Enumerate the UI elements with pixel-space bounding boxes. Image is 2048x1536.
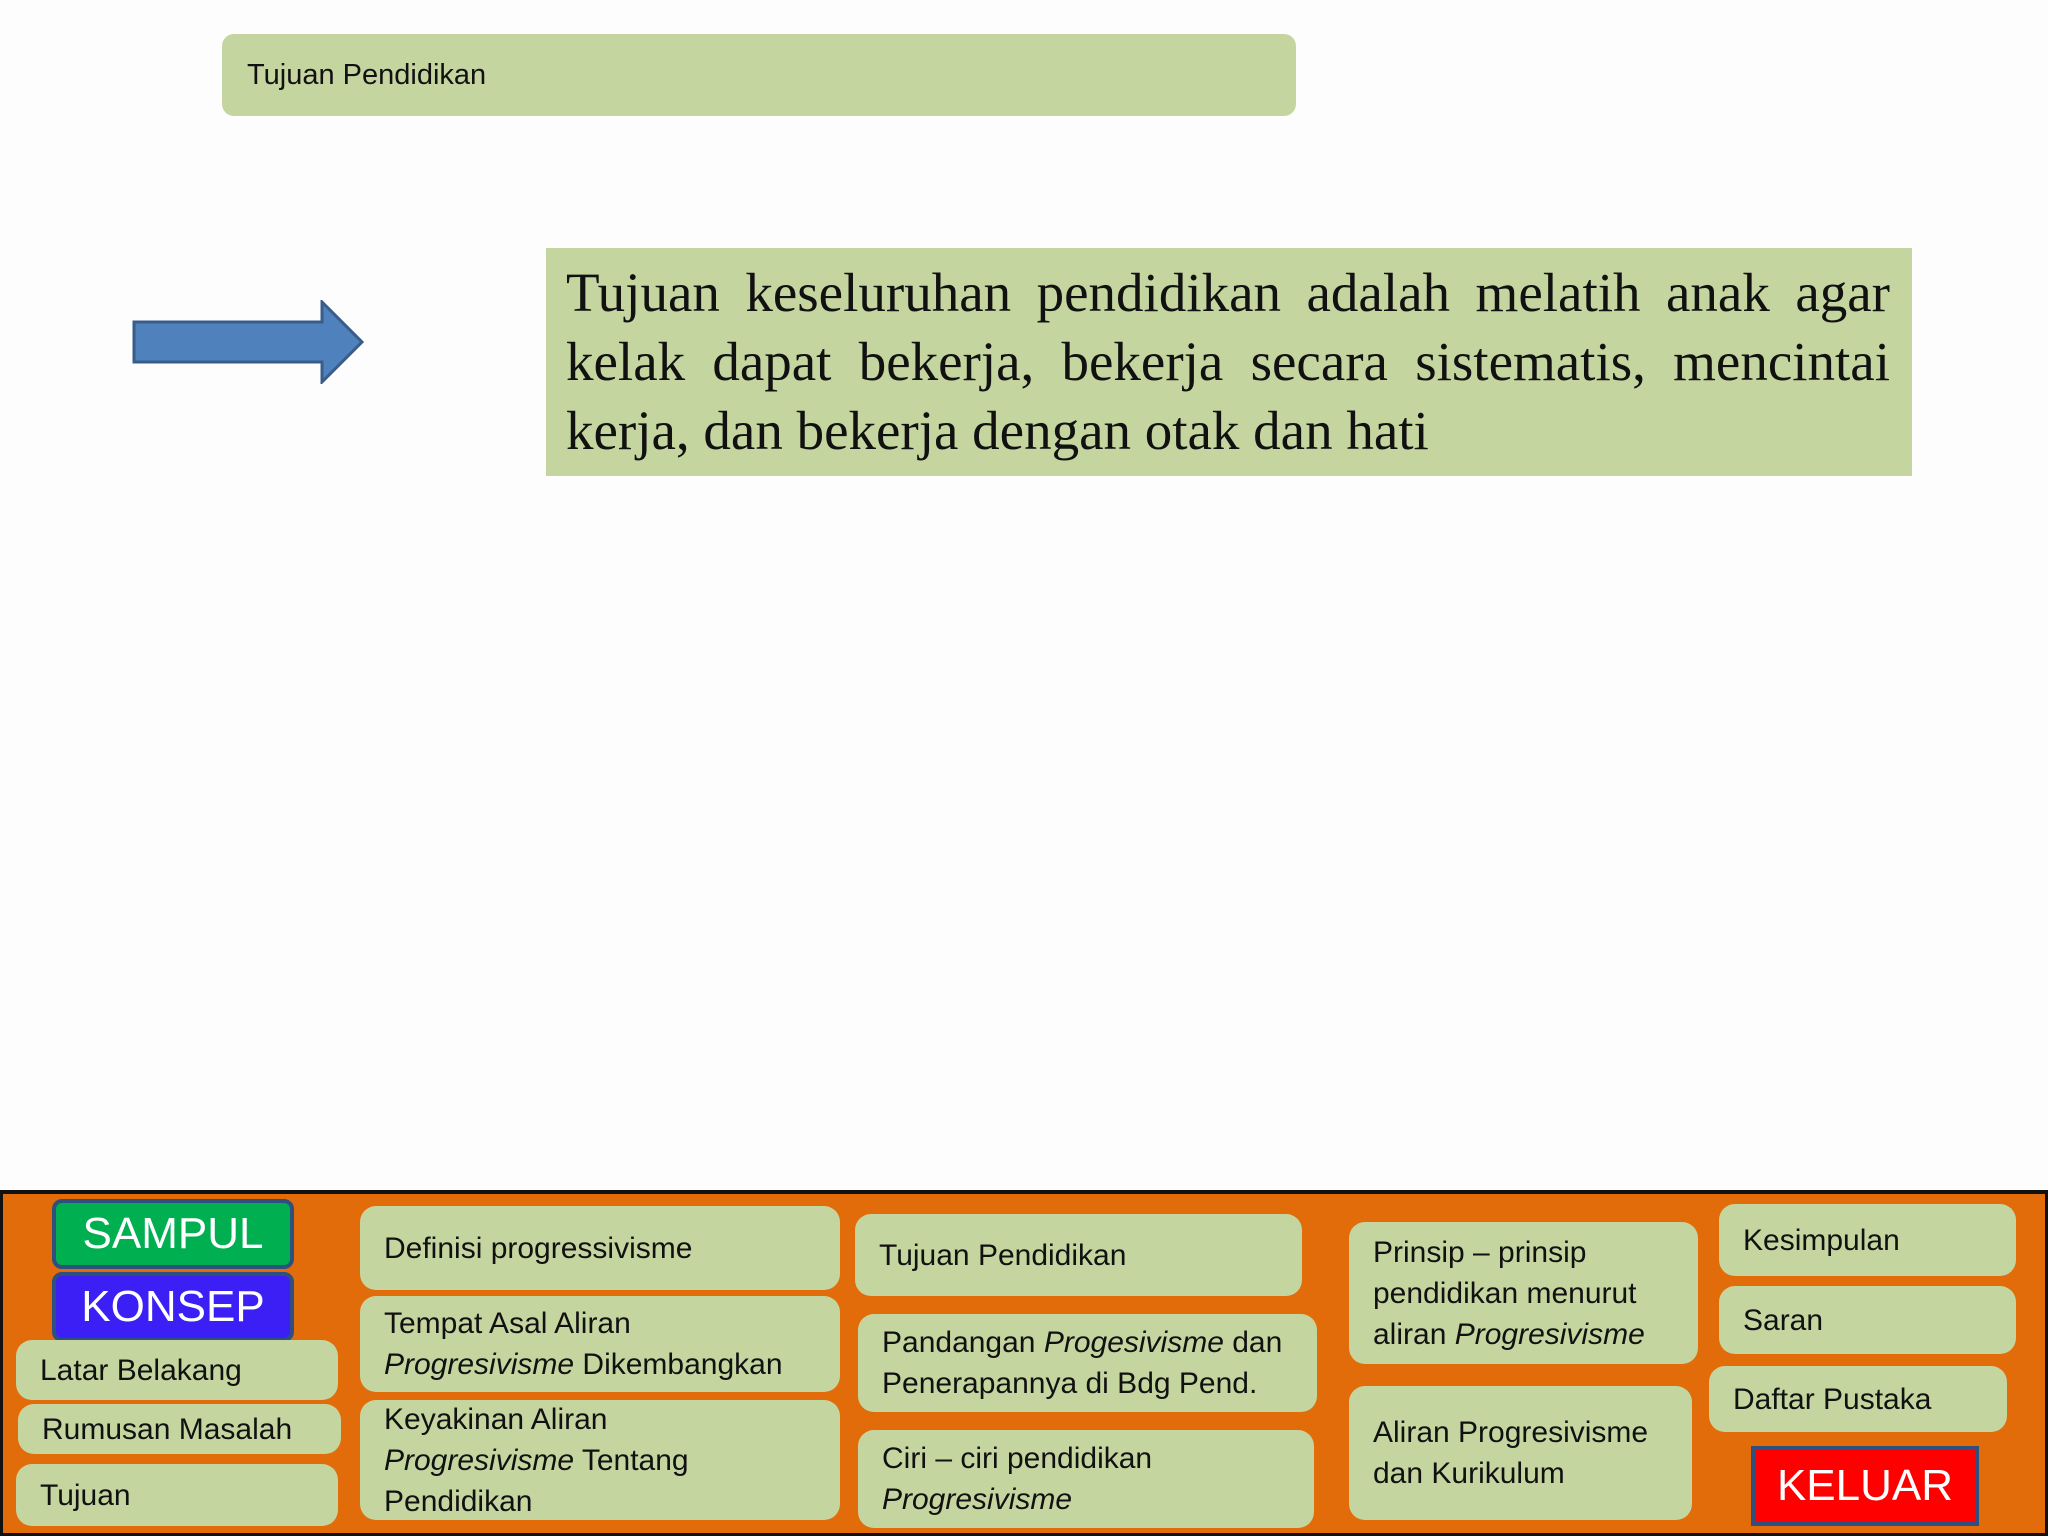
nav-tempat-asal-line2: [384, 1348, 783, 1381]
nav-aliran-kurikulum-line1: Aliran Progresivisme: [1373, 1416, 1649, 1449]
nav-tempat-asal-aliran[interactable]: [360, 1296, 840, 1392]
nav-keyakinan-line1: Keyakinan Aliran: [384, 1402, 608, 1436]
nav-prinsip-italic: Progresivisme: [1454, 1317, 1645, 1351]
nav-definisi-label: Definisi progressivisme: [384, 1231, 693, 1265]
nav-prinsip-line3: [1373, 1314, 1645, 1355]
nav-pandangan-post: dan: [1223, 1326, 1283, 1359]
bottom-navigation: [0, 1190, 2048, 1536]
nav-ciri-label: [882, 1438, 1152, 1520]
nav-prinsip-label: [1373, 1232, 1645, 1355]
nav-rumusan-masalah[interactable]: [18, 1404, 341, 1454]
nav-latar-belakang[interactable]: [16, 1340, 338, 1400]
nav-aliran-kurikulum-label: [1373, 1412, 1648, 1494]
nav-keyakinan-label: [384, 1399, 689, 1522]
nav-keyakinan-line2: [384, 1440, 689, 1481]
nav-prinsip-line2: pendidikan menurut: [1373, 1276, 1637, 1310]
konsep-button[interactable]: [52, 1272, 294, 1342]
nav-pandangan-line1: [882, 1322, 1282, 1363]
nav-latar-belakang-label: Latar Belakang: [40, 1353, 242, 1387]
nav-tujuan-pendidikan[interactable]: [855, 1214, 1302, 1296]
konsep-label: KONSEP: [81, 1282, 265, 1331]
nav-keyakinan-rest: Tentang: [574, 1443, 689, 1477]
arrow-right-icon: [132, 300, 364, 384]
nav-saran-label: Saran: [1743, 1303, 1824, 1337]
nav-tempat-asal-italic: Progresivisme: [384, 1348, 575, 1381]
nav-keyakinan-aliran[interactable]: [360, 1400, 840, 1520]
content-text: Tujuan keseluruhan pendidikan adalah melatih anak agar kelak dapat bekerja, bekerja secara sistematis, mencintai kerja, dan bekerja dengan otak dan hati: [566, 262, 1890, 461]
nav-daftar-pustaka-label: Daftar Pustaka: [1733, 1382, 1932, 1416]
nav-aliran-kurikulum[interactable]: [1349, 1386, 1692, 1520]
keluar-label: KELUAR: [1776, 1461, 1954, 1510]
keluar-button[interactable]: [1751, 1446, 1979, 1526]
nav-kesimpulan-label: Kesimpulan: [1743, 1223, 1900, 1257]
page-title: [222, 34, 1296, 116]
nav-ciri-line2: Progresivisme: [882, 1483, 1073, 1516]
page-title-text: Tujuan Pendidikan: [247, 58, 487, 91]
nav-prinsip-line1: Prinsip – prinsip: [1373, 1235, 1587, 1269]
sampul-button[interactable]: [52, 1199, 294, 1269]
nav-pandangan-pre: Pandangan: [882, 1326, 1044, 1359]
nav-aliran-kurikulum-line2: dan Kurikulum: [1373, 1457, 1565, 1490]
nav-saran[interactable]: [1719, 1286, 2016, 1354]
nav-ciri-pendidikan[interactable]: [858, 1430, 1314, 1528]
nav-definisi-progressivisme[interactable]: [360, 1206, 840, 1290]
nav-keyakinan-line3: Pendidikan: [384, 1484, 533, 1518]
nav-tempat-asal-line1: Tempat Asal Aliran: [384, 1307, 631, 1340]
nav-tujuan[interactable]: [16, 1464, 338, 1526]
nav-prinsip-pre: aliran: [1373, 1317, 1455, 1351]
nav-tempat-asal-label: [384, 1303, 783, 1385]
nav-tujuan-pendidikan-label: Tujuan Pendidikan: [879, 1238, 1127, 1272]
nav-tempat-asal-rest: Dikembangkan: [574, 1348, 783, 1381]
nav-tujuan-label: Tujuan: [40, 1478, 131, 1512]
nav-pandangan-line2: Penerapannya di Bdg Pend.: [882, 1367, 1258, 1400]
nav-kesimpulan[interactable]: [1719, 1204, 2016, 1276]
nav-pandangan-label: [882, 1322, 1282, 1404]
nav-prinsip-pendidikan[interactable]: [1349, 1222, 1698, 1364]
nav-ciri-line1: Ciri – ciri pendidikan: [882, 1442, 1153, 1475]
nav-keyakinan-italic: Progresivisme: [384, 1443, 575, 1477]
nav-pandangan-progesivisme[interactable]: [858, 1314, 1317, 1412]
content-box: [546, 248, 1912, 476]
nav-daftar-pustaka[interactable]: [1709, 1366, 2007, 1432]
sampul-label: SAMPUL: [82, 1209, 264, 1258]
nav-pandangan-italic: Progesivisme: [1043, 1326, 1224, 1359]
nav-rumusan-masalah-label: Rumusan Masalah: [42, 1412, 293, 1446]
